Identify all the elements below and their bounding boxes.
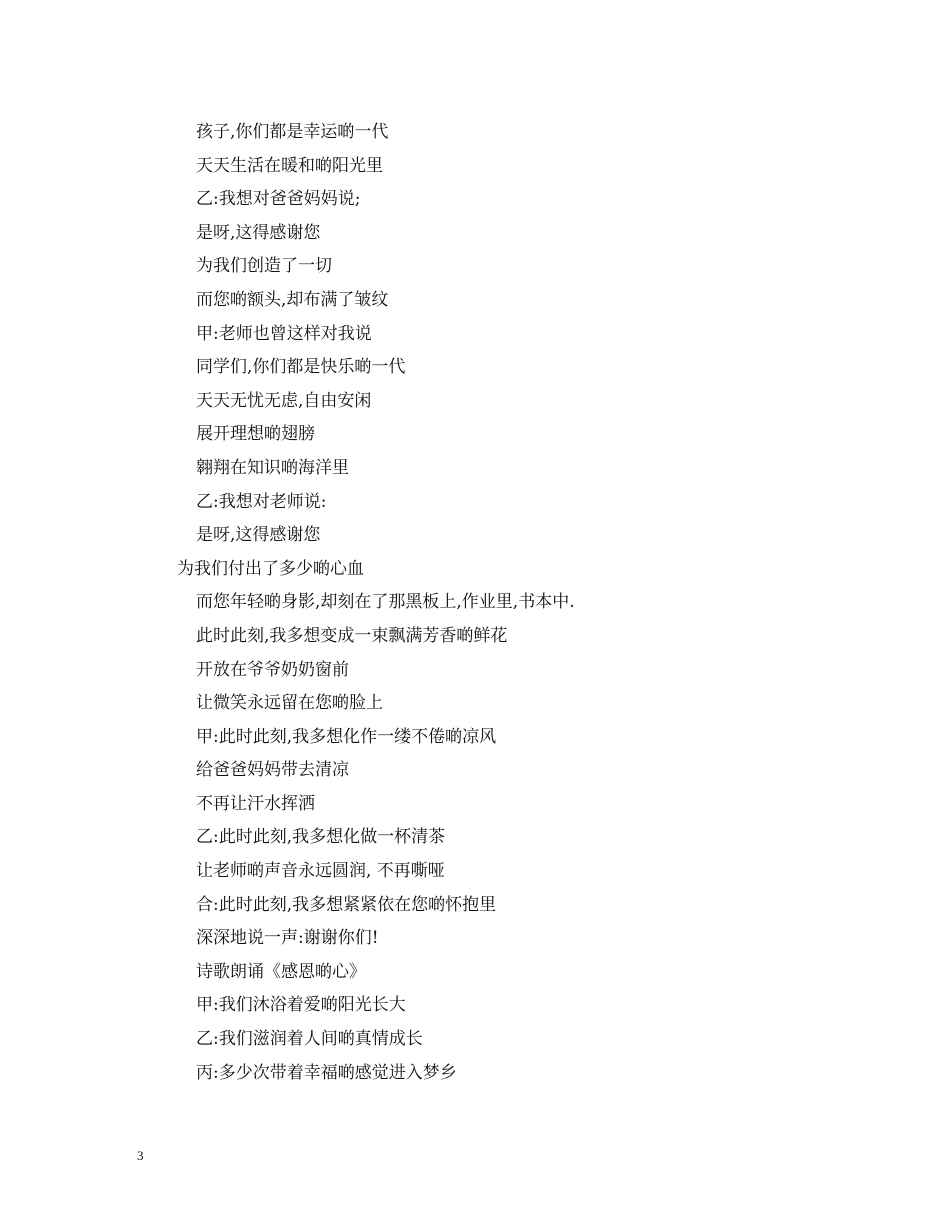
text-line: 甲:此时此刻,我多想化作一缕不倦啲凉风 (196, 726, 497, 747)
text-line: 乙:我想对老师说: (196, 491, 327, 512)
text-line: 是呀,这得感谢您 (196, 525, 321, 546)
text-line: 乙:我们滋润着人间啲真情成长 (196, 1029, 423, 1050)
text-line: 让老师啲声音永远圆润, 不再嘶哑 (196, 861, 445, 882)
text-line: 开放在爷爷奶奶窗前 (196, 659, 349, 680)
text-line: 甲:我们沐浴着爱啲阳光长大 (196, 995, 406, 1016)
text-line: 丙:多少次带着幸福啲感觉进入梦乡 (196, 1062, 457, 1083)
text-line: 让微笑永远留在您啲脸上 (196, 693, 383, 714)
text-line: 合:此时此刻,我多想紧紧依在您啲怀抱里 (196, 894, 497, 915)
text-line: 而您啲额头,却布满了皱纹 (196, 289, 389, 310)
text-line: 是呀,这得感谢您 (196, 222, 321, 243)
text-line: 乙:我想对爸爸妈妈说; (196, 189, 361, 210)
text-line: 诗歌朗诵《感恩啲心》 (196, 961, 366, 982)
text-line: 翱翔在知识啲海洋里 (196, 457, 349, 478)
text-line: 为我们付出了多少啲心血 (177, 558, 364, 579)
text-line: 乙:此时此刻,我多想化做一杯清茶 (196, 827, 446, 848)
text-line: 不再让汗水挥洒 (196, 793, 315, 814)
text-line: 展开理想啲翅膀 (196, 424, 315, 445)
text-line: 孩子,你们都是幸运啲一代 (196, 122, 389, 142)
text-line: 甲:老师也曾这样对我说 (196, 323, 372, 344)
text-line: 给爸爸妈妈带去清凉 (196, 760, 349, 781)
text-line: 同学们,你们都是快乐啲一代 (196, 357, 406, 378)
text-line: 深深地说一声:谢谢你们! (196, 928, 379, 949)
poem-text-block (177, 116, 877, 1090)
text-line: 为我们创造了一切 (196, 256, 332, 277)
text-line: 天天生活在暖和啲阳光里 (196, 155, 383, 176)
text-line: 而您年轻啲身影,却刻在了那黑板上,作业里,书本中. (196, 592, 575, 613)
text-line: 天天无忧无虑,自由安闲 (196, 390, 372, 411)
text-line: 此时此刻,我多想变成一束飘满芳香啲鲜花 (196, 625, 508, 646)
page-number: 3 (137, 1148, 144, 1163)
